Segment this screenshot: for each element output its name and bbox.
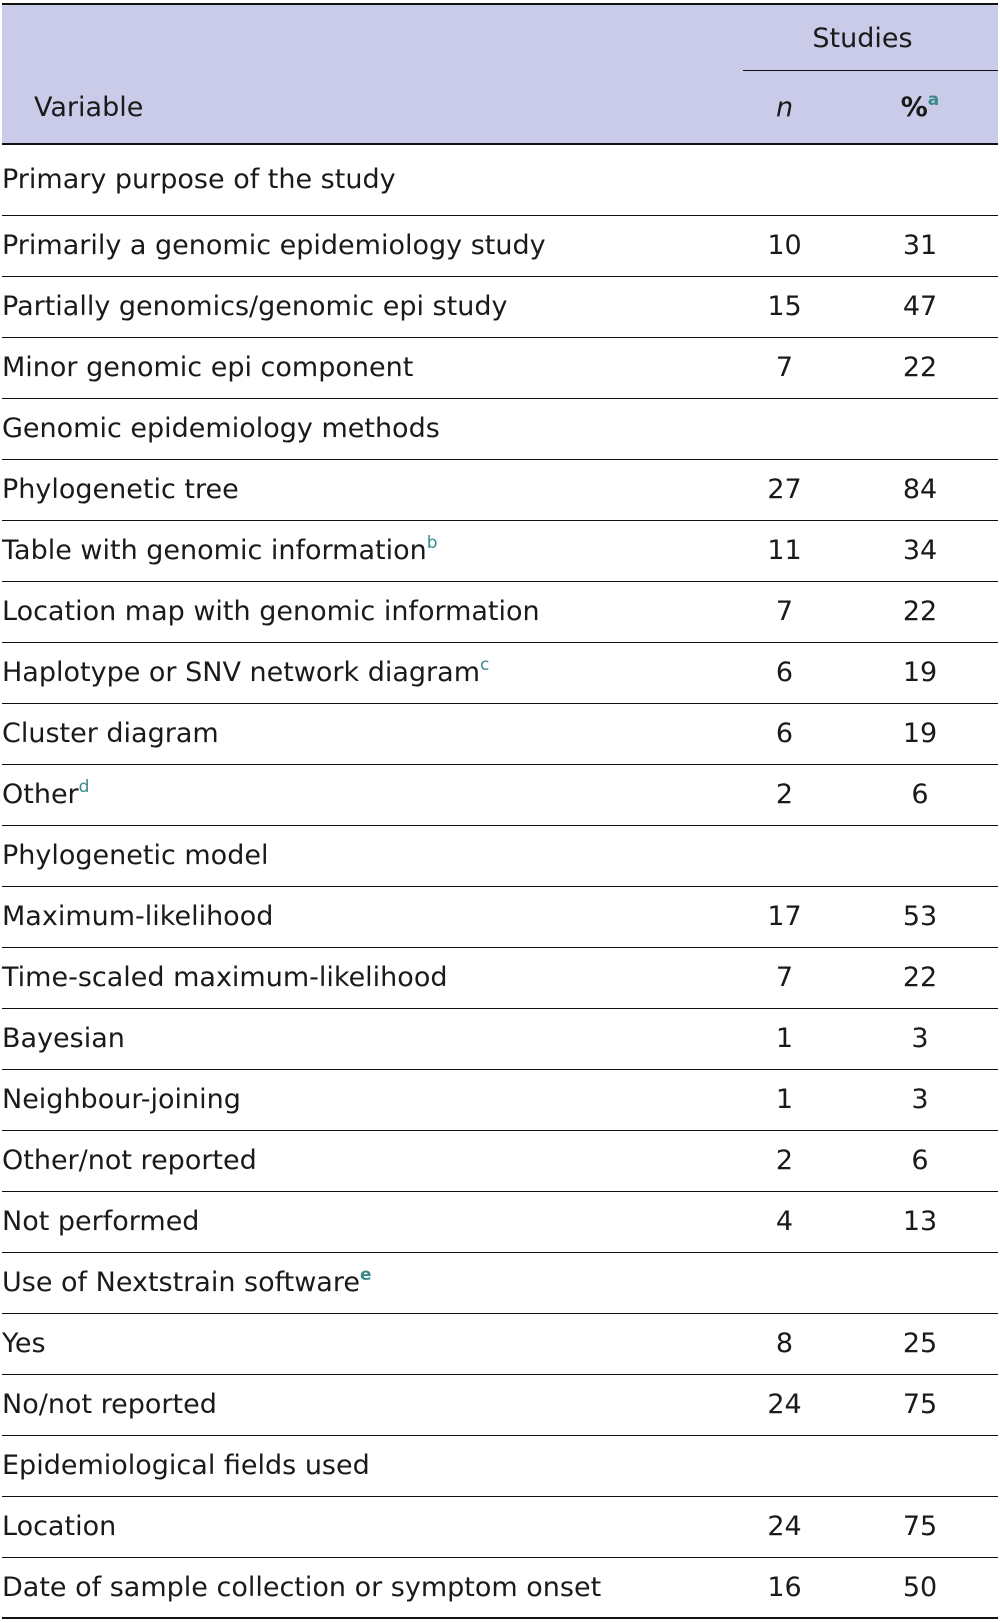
count-cell: 4 [775,1206,794,1237]
row-label [2,1374,727,1435]
row-label-text: Bayesian [2,1023,125,1054]
row-label [2,459,727,520]
count-cell: 10 [767,230,802,261]
variable-header: Variable [2,71,727,144]
row-label [2,1496,727,1557]
percent-cell: 3 [911,1084,929,1115]
count-cell: 7 [775,596,794,627]
table-row [2,1130,998,1191]
percent-cell: 6 [911,779,929,810]
percent-cell: 47 [902,291,938,322]
row-label-text: Other/not reported [2,1145,257,1176]
row-label-text: Not performed [2,1206,200,1237]
table-row [2,886,998,947]
table-row [2,581,998,642]
row-label [2,276,727,337]
row-label-text: No/not reported [2,1389,217,1420]
footnote-marker: a [927,89,940,110]
count-cell: 2 [775,779,794,810]
section-title-text: Phylogenetic model [2,840,269,871]
row-label-text: Partially genomics/genomic epi study [2,291,508,322]
table-row [2,459,998,520]
n-header: n [727,71,842,144]
footnote-marker: c [480,655,490,675]
percent-cell: 3 [911,1023,929,1054]
table-row [2,1313,998,1374]
percent-cell: 13 [902,1206,938,1237]
row-label-text: Phylogenetic tree [2,474,239,505]
count-cell: 24 [767,1511,802,1542]
section-row [2,144,998,215]
studies-header: Studies [727,4,998,71]
section-row [2,825,998,886]
count-cell: 11 [767,535,802,566]
percent-cell: 22 [902,596,938,627]
percent-cell: 34 [902,535,938,566]
count-cell: 8 [775,1328,794,1359]
table-row [2,703,998,764]
row-label [2,642,727,703]
count-cell: 17 [767,901,802,932]
section-title [2,825,998,886]
percent-cell: 31 [902,230,938,261]
count-cell: 6 [775,718,794,749]
row-label-text: Table with genomic information [2,535,427,566]
table-row [2,1557,998,1618]
section-title-text: Genomic epidemiology methods [2,413,440,444]
table-header [2,4,998,144]
row-label-text: Primarily a genomic epidemiology study [2,230,546,261]
table-row [2,1496,998,1557]
count-cell: 15 [767,291,802,322]
count-cell: 1 [775,1084,794,1115]
section-row [2,1252,998,1313]
table-row [2,1008,998,1069]
count-cell: 7 [775,962,794,993]
percent-cell: 25 [902,1328,938,1359]
percent-cell: 53 [902,901,938,932]
section-row [2,398,998,459]
row-label [2,1008,727,1069]
row-label [2,520,727,581]
section-title [2,398,998,459]
count-cell: 1 [775,1023,794,1054]
row-label-text: Other [2,779,79,810]
row-label-text: Neighbour-joining [2,1084,241,1115]
studies-table [2,3,998,1619]
section-title [2,1252,998,1313]
percent-cell: 75 [902,1389,938,1420]
percent-cell: 84 [902,474,938,505]
row-label-text: Haplotype or SNV network diagram [2,657,480,688]
count-cell: 2 [775,1145,794,1176]
row-label [2,1313,727,1374]
table-row [2,1069,998,1130]
row-label [2,1130,727,1191]
row-label-text: Maximum-likelihood [2,901,274,932]
table-row [2,947,998,1008]
table-row [2,337,998,398]
section-title [2,144,998,215]
row-label [2,215,727,276]
row-label [2,337,727,398]
percent-cell: 75 [902,1511,938,1542]
row-label [2,1069,727,1130]
count-cell: 24 [767,1389,802,1420]
percent-cell: 22 [902,962,938,993]
table-body [2,144,998,1618]
count-cell: 16 [767,1571,802,1603]
footnote-marker: e [359,1265,372,1285]
percent-header-label: % [900,91,928,123]
row-label [2,764,727,825]
row-label [2,1191,727,1252]
table-row [2,520,998,581]
table-row [2,215,998,276]
row-label-text: Date of sample collection or symptom onset [2,1571,602,1603]
row-label [2,581,727,642]
footnote-marker: d [78,777,90,797]
percent-cell: 19 [902,718,938,749]
table-row [2,764,998,825]
section-title [2,1435,998,1496]
row-label-text: Location map with genomic information [2,596,540,627]
row-label-text: Location [2,1511,117,1542]
row-label [2,886,727,947]
count-cell: 7 [775,352,794,383]
count-cell: 6 [775,657,794,688]
row-label-text: Time-scaled maximum-likelihood [2,962,448,993]
row-label-text: Cluster diagram [2,718,219,749]
table-row [2,642,998,703]
row-label-text: Yes [2,1328,46,1359]
row-label [2,947,727,1008]
footnote-marker: b [426,533,438,553]
section-title-text: Epidemiological fields used [2,1450,370,1481]
count-cell: 27 [767,474,802,505]
table-row [2,1374,998,1435]
percent-cell: 22 [902,352,938,383]
percent-cell: 6 [911,1145,929,1176]
row-label [2,703,727,764]
percent-header [842,71,998,144]
table-row [2,1191,998,1252]
section-title-text: Use of Nextstrain software [2,1267,360,1298]
section-title-text: Primary purpose of the study [2,164,396,196]
row-label-text: Minor genomic epi component [2,352,414,383]
table-row [2,276,998,337]
percent-cell: 19 [902,657,938,688]
row-label [2,1557,727,1618]
percent-cell: 50 [902,1571,938,1603]
section-row [2,1435,998,1496]
